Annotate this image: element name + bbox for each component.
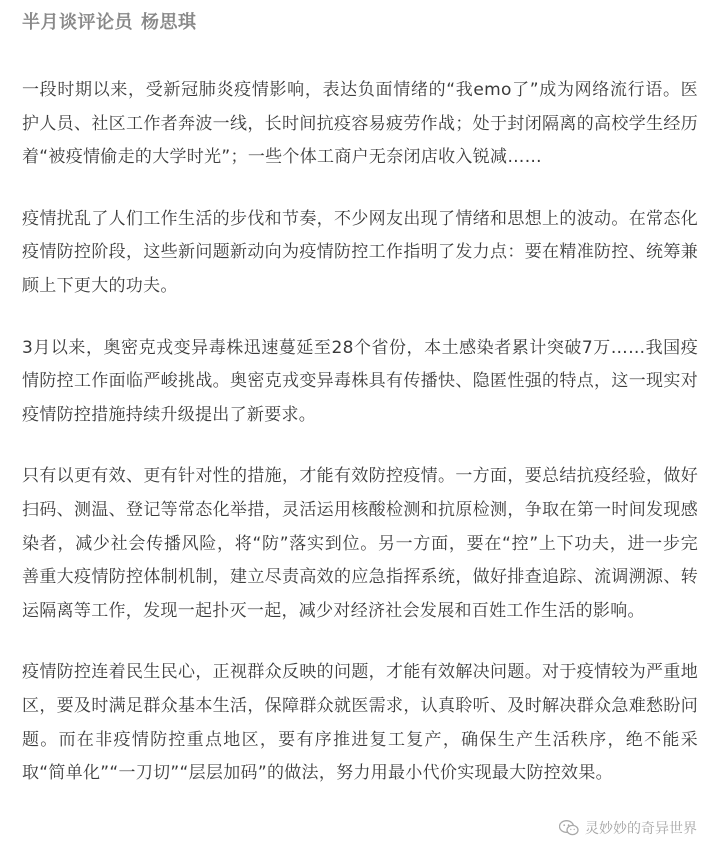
wechat-icon [559,820,579,836]
paragraph: 3月以来，奥密克戎变异毒株迅速蔓延至28个省份，本土感染者累计突破7万……我国疫情防控工作面临严峻挑战。奥密克戎变异毒株具有传播快、隐匿性强的特点，这一现实对疫情防控措施持续升级提出了新要求。 [22,337,698,425]
paragraph: 疫情扰乱了人们工作生活的步伐和节奏，不少网友出现了情绪和思想上的波动。在常态化疫情防控阶段，这些新问题新动向为疫情防控工作指明了发力点：要在精准防控、统筹兼顾上下更大的功夫。 [22,208,698,296]
paragraph: 疫情防控连着民生民心，正视群众反映的问题，才能有效解决问题。对于疫情较为严重地区，要及时满足群众基本生活，保障群众就医需求，认真聆听、及时解决群众急难愁盼问题。而在非疫情防控重点地区，要有序推进复工复产，确保生产生活秩序，绝不能采取“简单化”“一刀切”“层层加码”的做法，努力用最小代价实现最大防控效果。 [22,662,698,784]
watermark [559,818,697,838]
byline [22,8,197,34]
article-body [22,74,698,791]
paragraph: 只有以更有效、更有针对性的措施，才能有效防控疫情。一方面，要总结抗疫经验，做好扫码、测温、登记等常态化举措，灵活运用核酸检测和抗原检测，争取在第一时间发现感染者，减少社会传播风险，将“防”落实到位。另一方面，要在“控”上下功夫，进一步完善重大疫情防控体制机制，建立尽责高效的应急指挥系统，做好排查追踪、流调溯源、转运隔离等工作，发现一起扑灭一起，减少对经济社会发展和百姓工作生活的影响。 [22,466,698,621]
author-role: 半月谈评论员 [22,12,133,33]
author-name: 杨思琪 [141,12,197,33]
paragraph: 一段时期以来，受新冠肺炎疫情影响，表达负面情绪的“我emo了”成为网络流行语。医护人员、社区工作者奔波一线，长时间抗疫容易疲劳作战；处于封闭隔离的高校学生经历着“被疫情偷走的大学时光”；一些个体工商户无奈闭店收入锐减…… [22,80,698,168]
watermark-text: 灵妙妙的奇异世界 [585,821,697,837]
